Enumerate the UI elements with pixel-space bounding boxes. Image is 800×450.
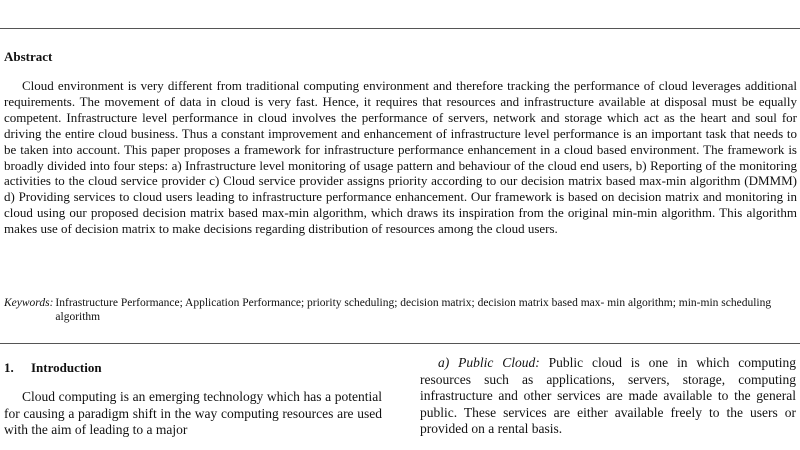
public-cloud-text: Public cloud is one in which computing resources such as applications, servers, storage, computing infrastructure and other services are made available to the general public. These services are either available freely to the users or provided on a rental basis. [420, 355, 796, 437]
introduction-heading [4, 360, 382, 376]
keywords-label: Keywords: [4, 297, 54, 309]
section-divider-rule [0, 343, 800, 344]
introduction-paragraph: Cloud computing is an emerging technology which has a potential for causing a paradigm shift in the way computing resources are used with the aim of leading to a major [4, 389, 382, 438]
top-rule [0, 28, 800, 29]
abstract-heading: Abstract [4, 49, 53, 64]
left-column [4, 360, 382, 439]
public-cloud-subheading: a) Public Cloud: [438, 355, 540, 370]
right-column [420, 355, 796, 438]
public-cloud-paragraph [420, 355, 796, 438]
section-number: 1. [4, 360, 14, 375]
section-title: Introduction [31, 360, 102, 375]
abstract-body: Cloud environment is very different from traditional computing environment and therefore tracking the performance of cloud leverages additional requirements. The movement of data in cloud is very fast. Hence, it requires that resources and infrastructure available at disposal must be equally competent. Infrastructure level performance in cloud involves the performance of servers, network and storage which act as the heart and soul for driving the entire cloud business. Thus a constant improvement and enhancement of infrastructure level performance is an important task that needs to be taken into account. This paper proposes a framework for infrastructure performance enhancement in a cloud based environment. The framework is broadly divided into four steps: a) Infrastructure level monitoring of usage pattern and behaviour of the cloud end users, b) Reporting of the monitoring activities to the cloud service provider c) Cloud service provider assigns priority according to our decision matrix based max-min algorithm (DMMM) d) Providing services to cloud users leading to infrastructure performance enhancement. Our framework is based on decision matrix and monitoring in cloud using our proposed decision matrix based max-min algorithm, which draws its inspiration from the original min-min algorithm. This algorithm makes use of decision matrix to make decisions regarding distribution of resources among the cloud users. [4, 78, 797, 237]
keywords-block [4, 296, 797, 324]
keywords-text: Infrastructure Performance; Application Performance; priority scheduling; decision matrix; decision matrix based max- min algorithm; min-min scheduling algorithm [55, 297, 772, 323]
